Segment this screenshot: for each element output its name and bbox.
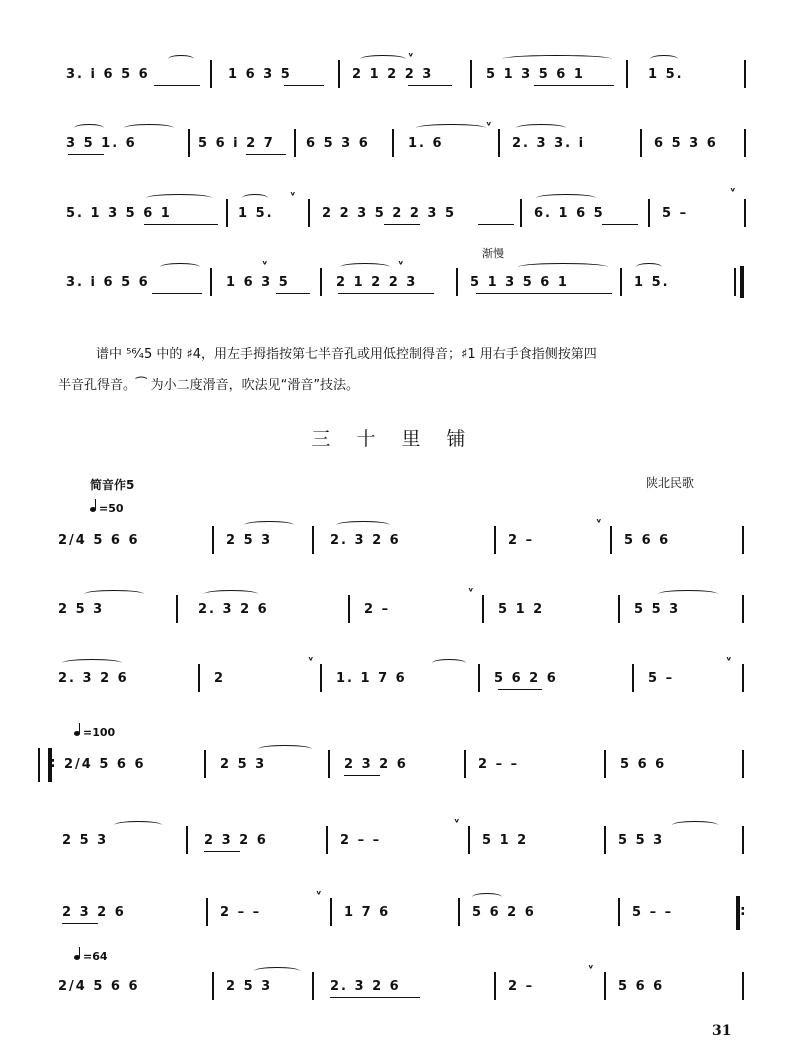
slur <box>74 124 104 132</box>
bar-line <box>326 826 328 854</box>
bar-line <box>470 60 472 88</box>
measure: 3. i 6 5 6 <box>66 275 150 290</box>
bar-line <box>494 526 496 554</box>
measure: 2 5 3 <box>226 979 273 994</box>
slur <box>502 55 612 63</box>
bar-line <box>206 898 208 926</box>
slur <box>62 659 122 667</box>
measure: 5 6 6 <box>618 979 665 994</box>
measure: 2 – <box>508 533 535 548</box>
slur <box>244 521 294 529</box>
bar-line <box>498 129 500 157</box>
bar-line <box>632 664 634 692</box>
underline-beam <box>338 293 434 294</box>
underline-beam <box>152 293 202 294</box>
slur <box>242 194 268 202</box>
bar-line <box>338 60 340 88</box>
bar-line <box>734 268 736 296</box>
measure: 2 3 2 6 <box>204 833 268 848</box>
bar-line <box>744 199 746 227</box>
measure: 2 – – <box>220 905 262 920</box>
measure: 2. 3 2 6 <box>330 979 401 994</box>
bar-line <box>618 595 620 623</box>
bar-line <box>482 595 484 623</box>
measure: 5 6 2 6 <box>472 905 536 920</box>
measure: 1 6 3 5 <box>228 67 292 82</box>
measure: 1 5. <box>238 206 274 221</box>
tempo-marking-1 <box>90 502 124 515</box>
bar-line <box>742 595 744 623</box>
bar-line <box>626 60 628 88</box>
slur <box>124 124 174 132</box>
breath-mark: ᵛ <box>468 585 474 598</box>
bar-line <box>478 664 480 692</box>
slur <box>672 821 718 829</box>
slur <box>258 745 312 753</box>
page-number: 31 <box>712 1023 732 1039</box>
bar-line <box>212 972 214 1000</box>
bar-line <box>604 826 606 854</box>
quarter-note-icon <box>74 731 80 736</box>
breath-mark: ᵛ <box>398 258 404 271</box>
score-line <box>58 50 748 92</box>
quarter-note-icon <box>90 507 96 512</box>
underline-beam <box>68 154 104 155</box>
bar-line <box>464 750 466 778</box>
bar-line <box>312 526 314 554</box>
underline-beam <box>602 224 638 225</box>
bar-line <box>204 750 206 778</box>
measure: 2 5 3 <box>62 833 109 848</box>
breath-mark: ᵛ <box>308 654 314 667</box>
measure: 2 5 3 <box>58 602 105 617</box>
measure: 2. 3 2 6 <box>58 671 129 686</box>
tempo-annotation: 渐慢 <box>482 247 504 260</box>
bar-line <box>742 526 744 554</box>
score-line <box>58 962 748 1004</box>
repeat-start-bar <box>38 748 52 782</box>
bar-line <box>188 129 190 157</box>
bar-line <box>520 199 522 227</box>
bar-line <box>742 664 744 692</box>
measure: 5 – <box>648 671 675 686</box>
bar-line <box>456 268 458 296</box>
measure: 2 3 2 6 <box>62 905 126 920</box>
tempo-value: =50 <box>99 502 124 515</box>
score-line <box>58 816 748 858</box>
measure: 1 5. <box>648 67 684 82</box>
underline-beam <box>204 851 240 852</box>
measure: 5 6 6 <box>624 533 671 548</box>
measure: 2 1 2 2 3 <box>352 67 434 82</box>
measure: 5 – <box>662 206 689 221</box>
underline-beam <box>144 224 218 225</box>
breath-mark: ᵛ <box>454 816 460 829</box>
measure: 6 5 3 6 <box>654 136 718 151</box>
bar-line <box>468 826 470 854</box>
score-line <box>58 888 748 930</box>
measure: 3. i 6 5 6 <box>66 67 150 82</box>
bar-line <box>392 129 394 157</box>
slur <box>432 659 466 667</box>
measure: 5. 1 3 5 6 1 <box>66 206 172 221</box>
measure: 1. 6 <box>408 136 444 151</box>
bar-line <box>744 129 746 157</box>
bar-line <box>198 664 200 692</box>
score-line <box>58 119 748 161</box>
bar-line <box>320 268 322 296</box>
underline-beam <box>284 85 324 86</box>
slur <box>472 893 502 901</box>
measure: 2/4 5 6 6 <box>64 757 146 772</box>
measure: 5 6 2 6 <box>494 671 558 686</box>
score-line <box>58 748 748 782</box>
underline-beam <box>498 689 542 690</box>
measure: 2 – – <box>340 833 382 848</box>
measure: 1 6 3 5 <box>226 275 290 290</box>
measure: 6 5 3 6 <box>306 136 370 151</box>
measure: 2. 3 3. i <box>512 136 586 151</box>
tempo-marking-3 <box>74 950 108 963</box>
measure: 2 5 3 <box>226 533 273 548</box>
slur <box>416 124 486 132</box>
bar-line <box>330 898 332 926</box>
measure: 2/4 5 6 6 <box>58 533 140 548</box>
score-line <box>58 654 748 696</box>
bar-line <box>620 268 622 296</box>
measure: 5 1 3 5 6 1 <box>470 275 569 290</box>
underline-beam <box>534 85 614 86</box>
measure: 5 5 3 <box>634 602 681 617</box>
underline-beam <box>408 85 452 86</box>
measure: 1 7 6 <box>344 905 391 920</box>
key-signature: 简音作5 <box>90 478 135 492</box>
measure: 5 6 i 2 7 <box>198 136 275 151</box>
song-origin: 陕北民歌 <box>646 476 695 490</box>
slur <box>146 194 212 202</box>
measure: 2 <box>214 671 226 686</box>
slur <box>360 55 406 63</box>
measure: 5 1 2 <box>482 833 529 848</box>
underline-beam <box>478 224 514 225</box>
breath-mark: ᵛ <box>408 50 414 63</box>
breath-mark: ᵛ <box>730 185 736 198</box>
score-line <box>58 516 748 558</box>
measure: 3 5 1. 6 <box>66 136 137 151</box>
slur <box>536 194 596 202</box>
measure: 1. 1 7 6 <box>336 671 407 686</box>
measure: 2 2 3 5 2 2 3 5 <box>322 206 457 221</box>
measure: 2 – <box>364 602 391 617</box>
measure: 5 – – <box>632 905 674 920</box>
breath-mark: ᵛ <box>726 654 732 667</box>
final-bar-line <box>740 266 744 298</box>
slur <box>650 55 678 63</box>
measure: 5 5 3 <box>618 833 665 848</box>
breath-mark: ᵛ <box>262 258 268 271</box>
bar-line <box>294 129 296 157</box>
bar-line <box>328 750 330 778</box>
slur <box>204 590 258 598</box>
slur <box>254 967 300 975</box>
bar-line <box>312 972 314 1000</box>
measure: 2 1 2 2 3 <box>336 275 418 290</box>
underline-beam <box>154 85 200 86</box>
bar-line <box>308 199 310 227</box>
bar-line <box>320 664 322 692</box>
slur <box>518 263 608 271</box>
repeat-end-bar <box>730 896 740 930</box>
bar-line <box>742 826 744 854</box>
bar-line <box>458 898 460 926</box>
underline-beam <box>344 775 380 776</box>
bar-line <box>604 972 606 1000</box>
bar-line <box>348 595 350 623</box>
bar-line <box>744 60 746 88</box>
note-line-1: 谱中 ⁵⁶⁄₄5 中的 ♯4，用左手拇指按第七半音孔或用低控制得音；♯1 用右手食指侧按第四 <box>96 347 597 362</box>
measure: 6. 1 6 5 <box>534 206 605 221</box>
slur <box>336 521 390 529</box>
breath-mark: ᵛ <box>588 962 594 975</box>
tempo-value: =100 <box>83 726 116 739</box>
slur <box>658 590 718 598</box>
breath-mark: ᵛ <box>486 119 492 132</box>
score-line <box>58 585 748 627</box>
bar-line <box>742 972 744 1000</box>
score-line <box>58 247 748 300</box>
bar-line <box>226 199 228 227</box>
bar-line <box>640 129 642 157</box>
bar-line <box>176 595 178 623</box>
bar-line <box>604 750 606 778</box>
underline-beam <box>384 224 420 225</box>
slur <box>340 263 390 271</box>
bar-line <box>742 750 744 778</box>
quarter-note-icon <box>74 955 80 960</box>
bar-line <box>186 826 188 854</box>
tempo-marking-2 <box>74 726 115 739</box>
underline-beam <box>62 923 98 924</box>
measure: 2 – – <box>478 757 520 772</box>
score-line <box>58 185 748 231</box>
tempo-value: =64 <box>83 950 108 963</box>
bar-line <box>618 898 620 926</box>
measure: 2 – <box>508 979 535 994</box>
slur <box>516 124 566 132</box>
bar-line <box>610 526 612 554</box>
slur <box>168 55 194 63</box>
bar-line <box>494 972 496 1000</box>
measure: 1 5. <box>634 275 670 290</box>
measure: 5 1 2 <box>498 602 545 617</box>
song-title: 三十里铺 <box>311 428 492 450</box>
measure: 2 3 2 6 <box>344 757 408 772</box>
underline-beam <box>276 293 310 294</box>
breath-mark: ᵛ <box>290 189 296 202</box>
bar-line <box>210 60 212 88</box>
slur <box>160 263 200 271</box>
measure: 2 5 3 <box>220 757 267 772</box>
breath-mark: ᵛ <box>596 516 602 529</box>
measure: 5 1 3 5 6 1 <box>486 67 585 82</box>
bar-line <box>212 526 214 554</box>
note-line-2: 半音孔得音。⁀ 为小二度滑音，吹法见“滑音”技法。 <box>58 378 360 393</box>
breath-mark: ᵛ <box>316 888 322 901</box>
bar-line <box>210 268 212 296</box>
underline-beam <box>476 293 612 294</box>
underline-beam <box>330 997 420 998</box>
slur <box>636 263 662 271</box>
measure: 2. 3 2 6 <box>330 533 401 548</box>
measure: 2/4 5 6 6 <box>58 979 140 994</box>
measure: 2. 3 2 6 <box>198 602 269 617</box>
slur <box>114 821 162 829</box>
underline-beam <box>246 154 286 155</box>
slur <box>84 590 144 598</box>
bar-line <box>648 199 650 227</box>
measure: 5 6 6 <box>620 757 667 772</box>
